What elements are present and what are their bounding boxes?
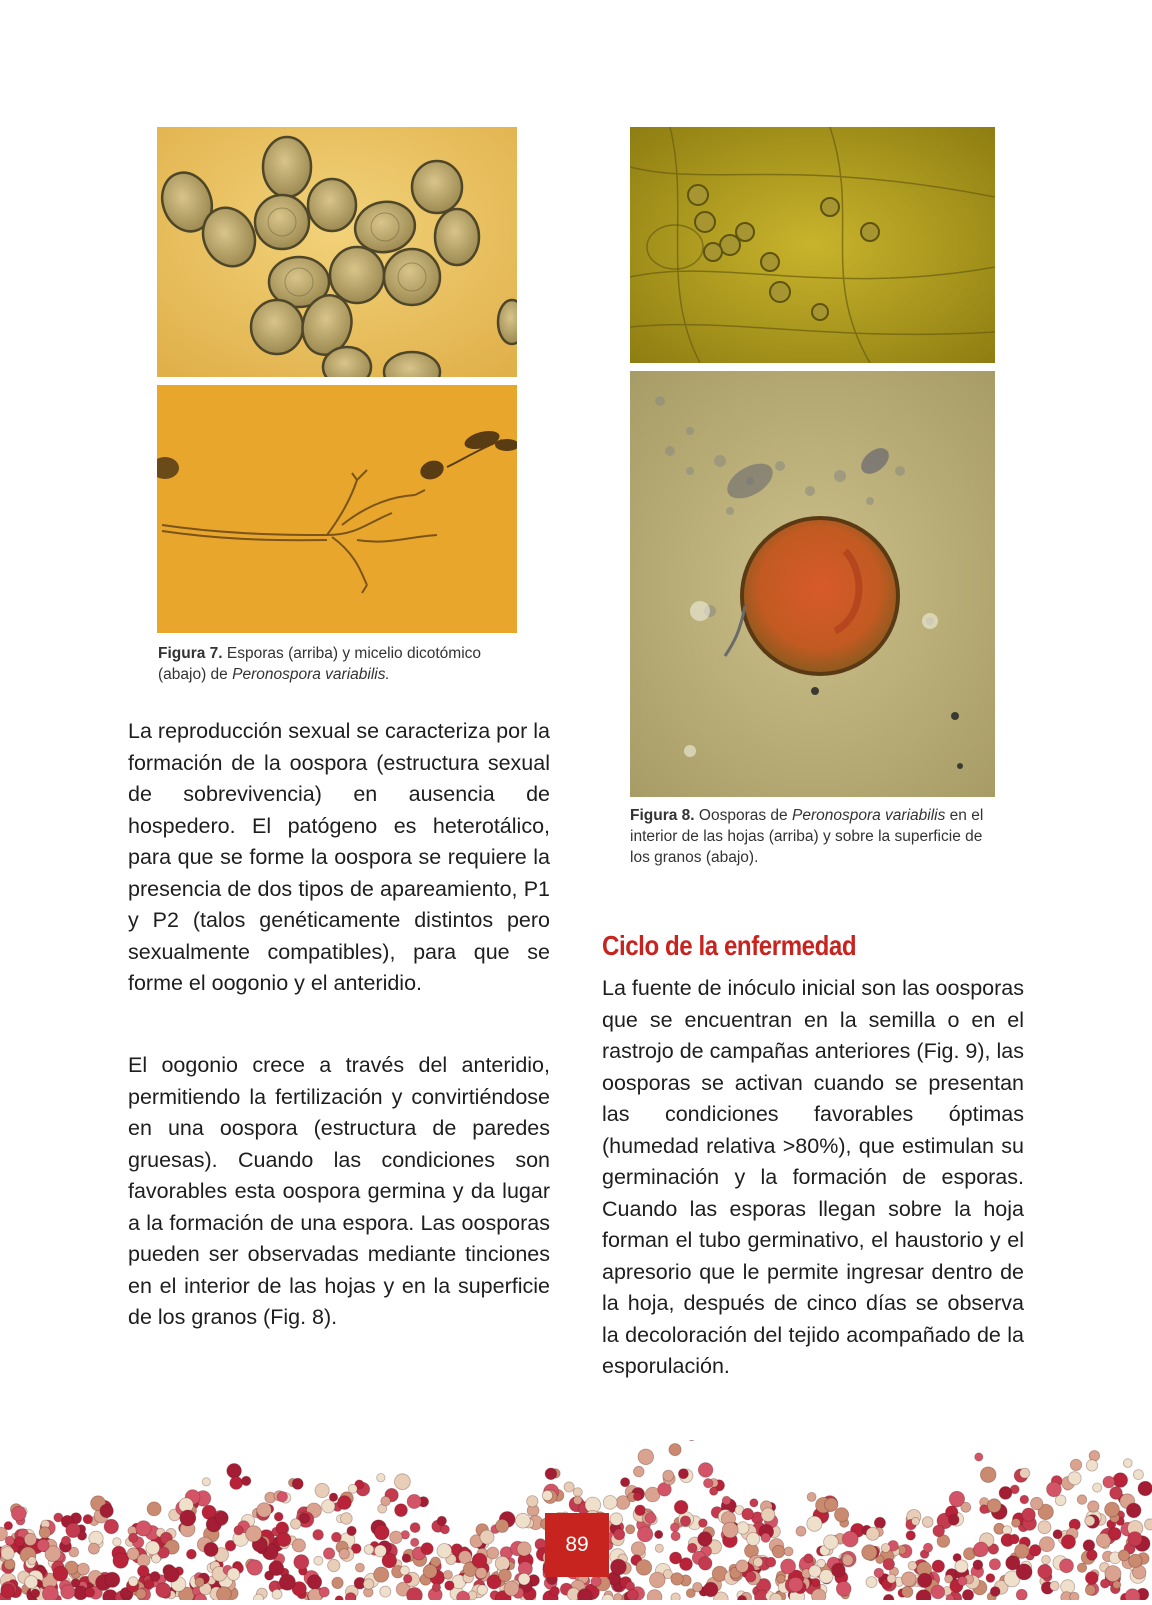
figure-8-caption bbox=[630, 805, 1000, 868]
oospore-grain-micrograph bbox=[630, 371, 995, 797]
page-number-text: 89 bbox=[565, 1533, 588, 1557]
figure-7-label: Figura 7. bbox=[158, 645, 223, 662]
figure-7-species: Peronospora variabilis. bbox=[232, 666, 390, 683]
spores-micrograph bbox=[157, 127, 517, 377]
left-paragraph-1: La reproducción sexual se caracteriza por la formación de la oospora (estructura sexual de sobrevivencia) en ausencia de hospedero. El patógeno es heterotálico, para que se forme la oospora se requiere la presencia de dos tipos de apareamiento, P1 y P2 (talos genéticamente distintos pero sexualmente compatibles), para que se forme el oogonio y el anteridio. bbox=[128, 716, 550, 1000]
figure-8-text-2: en el interior de las hojas (arriba) y sobre la superficie de los granos (abajo). bbox=[630, 807, 983, 866]
mycelium-micrograph bbox=[157, 385, 517, 633]
oospores-leaf-micrograph bbox=[630, 127, 995, 363]
figure-7-text: Esporas (arriba) y micelio dicotómico (abajo) de bbox=[158, 645, 481, 683]
figure-8-species: Peronospora variabilis bbox=[792, 807, 945, 824]
section-heading: Ciclo de la enfermedad bbox=[602, 930, 856, 962]
right-paragraph-1: La fuente de inóculo inicial son las oosporas que se encuentran en la semilla o en el rastrojo de campañas anteriores (Fig. 9), las oosporas se activan cuando se presentan las condiciones favorables óptimas (humedad relativa >80%), que estimulan su germinación y la formación de esporas. Cuando las esporas llegan sobre la hoja forman el tubo germinativo, el haustorio y el apresorio que le permite ingresar dentro de la hoja, después de cinco días se observa la decoloración del tejido acompañado de la esporulación. bbox=[602, 973, 1024, 1383]
figure-8-label: Figura 8. bbox=[630, 807, 695, 824]
page-number bbox=[545, 1513, 609, 1577]
left-paragraph-2: El oogonio crece a través del anteridio, permitiendo la fertilización y convirtiéndose en una oospora (estructura de paredes gruesas). Cuando las condiciones son favorables esta oospora germina y da lugar a la formación de una espora. Las oosporas pueden ser observadas mediante tinciones en el interior de las hojas y en la superficie de los granos (Fig. 8). bbox=[128, 1050, 550, 1334]
figure-8-text: Oosporas de bbox=[699, 807, 792, 824]
figure-7-caption bbox=[158, 643, 528, 685]
